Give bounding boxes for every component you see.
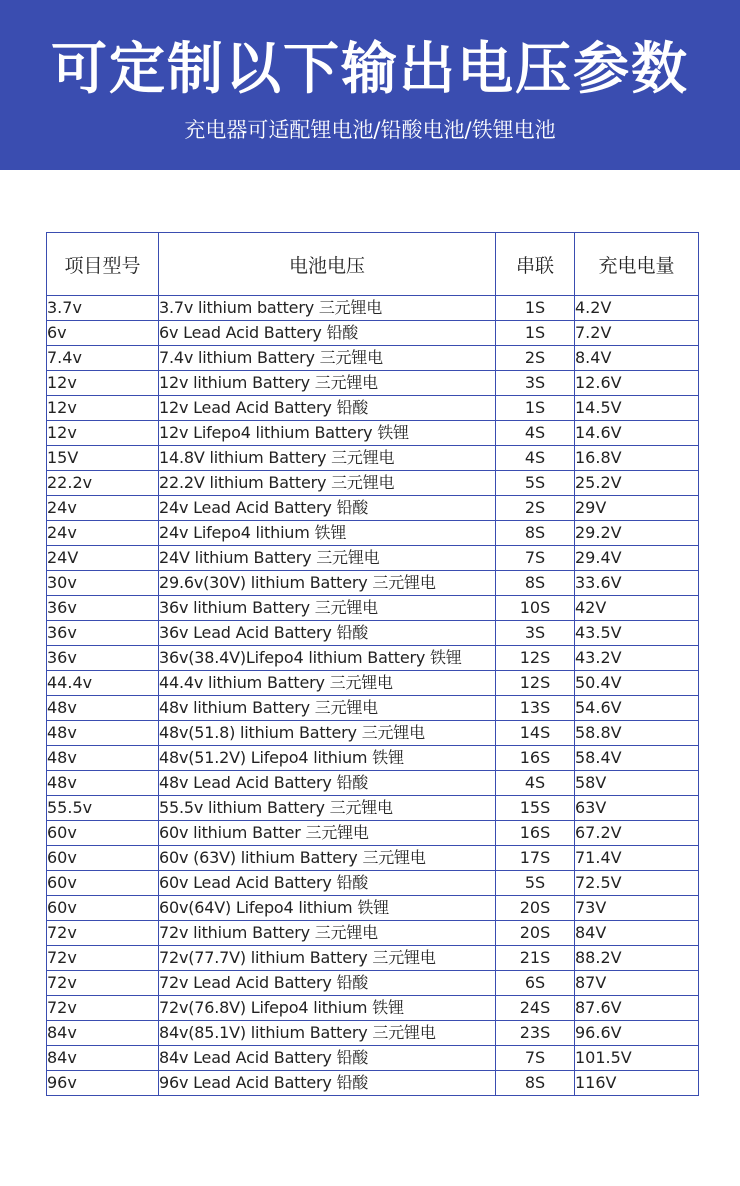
cell-battery-voltage: 24v Lead Acid Battery 铅酸 (159, 496, 496, 521)
cell-battery-voltage: 60v lithium Batter 三元锂电 (159, 821, 496, 846)
cell-series: 2S (496, 496, 575, 521)
table-row (47, 546, 699, 571)
cell-series: 20S (496, 921, 575, 946)
cell-series: 4S (496, 446, 575, 471)
cell-charge-voltage: 96.6V (575, 1021, 699, 1046)
table-row (47, 721, 699, 746)
table-row (47, 1046, 699, 1071)
cell-charge-voltage: 43.2V (575, 646, 699, 671)
cell-series: 8S (496, 1071, 575, 1096)
header-series: 串联 (496, 233, 575, 296)
cell-charge-voltage: 87.6V (575, 996, 699, 1021)
cell-model: 12v (47, 396, 159, 421)
cell-series: 24S (496, 996, 575, 1021)
cell-series: 1S (496, 296, 575, 321)
cell-charge-voltage: 67.2V (575, 821, 699, 846)
cell-series: 1S (496, 396, 575, 421)
cell-model: 72v (47, 946, 159, 971)
cell-model: 3.7v (47, 296, 159, 321)
table-row (47, 946, 699, 971)
cell-battery-voltage: 44.4v lithium Battery 三元锂电 (159, 671, 496, 696)
cell-model: 6v (47, 321, 159, 346)
cell-series: 14S (496, 721, 575, 746)
table-row (47, 996, 699, 1021)
table-row (47, 1071, 699, 1096)
cell-charge-voltage: 54.6V (575, 696, 699, 721)
cell-battery-voltage: 72v(76.8V) Lifepo4 lithium 铁锂 (159, 996, 496, 1021)
table-row (47, 896, 699, 921)
cell-charge-voltage: 16.8V (575, 446, 699, 471)
cell-series: 10S (496, 596, 575, 621)
table-row (47, 696, 699, 721)
cell-charge-voltage: 73V (575, 896, 699, 921)
cell-charge-voltage: 84V (575, 921, 699, 946)
cell-battery-voltage: 55.5v lithium Battery 三元锂电 (159, 796, 496, 821)
cell-model: 15V (47, 446, 159, 471)
cell-series: 7S (496, 1046, 575, 1071)
table-row (47, 621, 699, 646)
cell-charge-voltage: 29.4V (575, 546, 699, 571)
cell-battery-voltage: 12v lithium Battery 三元锂电 (159, 371, 496, 396)
cell-battery-voltage: 29.6v(30V) lithium Battery 三元锂电 (159, 571, 496, 596)
cell-battery-voltage: 48v(51.8) lithium Battery 三元锂电 (159, 721, 496, 746)
cell-model: 72v (47, 971, 159, 996)
cell-battery-voltage: 12v Lead Acid Battery 铅酸 (159, 396, 496, 421)
table-row (47, 971, 699, 996)
cell-battery-voltage: 48v Lead Acid Battery 铅酸 (159, 771, 496, 796)
cell-series: 20S (496, 896, 575, 921)
table-row (47, 571, 699, 596)
cell-series: 8S (496, 571, 575, 596)
cell-series: 16S (496, 746, 575, 771)
cell-charge-voltage: 71.4V (575, 846, 699, 871)
cell-charge-voltage: 116V (575, 1071, 699, 1096)
cell-battery-voltage: 12v Lifepo4 lithium Battery 铁锂 (159, 421, 496, 446)
cell-series: 7S (496, 546, 575, 571)
cell-battery-voltage: 60v Lead Acid Battery 铅酸 (159, 871, 496, 896)
cell-series: 16S (496, 821, 575, 846)
cell-series: 12S (496, 671, 575, 696)
page-title: 可定制以下输出电压参数 (51, 37, 689, 102)
cell-model: 60v (47, 896, 159, 921)
table-row (47, 521, 699, 546)
cell-model: 24V (47, 546, 159, 571)
table-row (47, 796, 699, 821)
table-row (47, 471, 699, 496)
cell-battery-voltage: 6v Lead Acid Battery 铅酸 (159, 321, 496, 346)
cell-charge-voltage: 14.6V (575, 421, 699, 446)
cell-battery-voltage: 72v Lead Acid Battery 铅酸 (159, 971, 496, 996)
cell-charge-voltage: 87V (575, 971, 699, 996)
table-row (47, 396, 699, 421)
cell-model: 24v (47, 521, 159, 546)
cell-charge-voltage: 43.5V (575, 621, 699, 646)
cell-series: 8S (496, 521, 575, 546)
cell-series: 3S (496, 371, 575, 396)
cell-model: 96v (47, 1071, 159, 1096)
cell-model: 60v (47, 846, 159, 871)
table-row (47, 846, 699, 871)
cell-charge-voltage: 12.6V (575, 371, 699, 396)
table-row (47, 821, 699, 846)
cell-battery-voltage: 36v lithium Battery 三元锂电 (159, 596, 496, 621)
cell-charge-voltage: 7.2V (575, 321, 699, 346)
table-row (47, 321, 699, 346)
table-body (47, 296, 699, 1096)
cell-series: 4S (496, 421, 575, 446)
cell-battery-voltage: 3.7v lithium battery 三元锂电 (159, 296, 496, 321)
cell-model: 48v (47, 696, 159, 721)
cell-series: 13S (496, 696, 575, 721)
cell-model: 48v (47, 721, 159, 746)
cell-series: 17S (496, 846, 575, 871)
cell-series: 4S (496, 771, 575, 796)
cell-charge-voltage: 42V (575, 596, 699, 621)
cell-series: 12S (496, 646, 575, 671)
cell-series: 3S (496, 621, 575, 646)
cell-charge-voltage: 29V (575, 496, 699, 521)
header-battery-voltage: 电池电压 (159, 233, 496, 296)
header-charge-voltage: 充电电量 (575, 233, 699, 296)
cell-series: 15S (496, 796, 575, 821)
header-banner (0, 0, 740, 170)
header-model: 项目型号 (47, 233, 159, 296)
cell-battery-voltage: 84v Lead Acid Battery 铅酸 (159, 1046, 496, 1071)
cell-model: 12v (47, 421, 159, 446)
table-row (47, 296, 699, 321)
table-row (47, 446, 699, 471)
cell-battery-voltage: 60v(64V) Lifepo4 lithium 铁锂 (159, 896, 496, 921)
cell-model: 36v (47, 596, 159, 621)
cell-model: 7.4v (47, 346, 159, 371)
cell-series: 6S (496, 971, 575, 996)
cell-model: 84v (47, 1021, 159, 1046)
cell-charge-voltage: 58V (575, 771, 699, 796)
cell-charge-voltage: 29.2V (575, 521, 699, 546)
cell-series: 23S (496, 1021, 575, 1046)
cell-battery-voltage: 14.8V lithium Battery 三元锂电 (159, 446, 496, 471)
table-row (47, 596, 699, 621)
cell-battery-voltage: 72v(77.7V) lithium Battery 三元锂电 (159, 946, 496, 971)
table-row (47, 646, 699, 671)
cell-series: 1S (496, 321, 575, 346)
table-row (47, 1021, 699, 1046)
table-header-row (47, 233, 699, 296)
cell-charge-voltage: 101.5V (575, 1046, 699, 1071)
cell-battery-voltage: 7.4v lithium Battery 三元锂电 (159, 346, 496, 371)
table-row (47, 671, 699, 696)
table-row (47, 421, 699, 446)
cell-series: 21S (496, 946, 575, 971)
cell-battery-voltage: 48v lithium Battery 三元锂电 (159, 696, 496, 721)
cell-battery-voltage: 24V lithium Battery 三元锂电 (159, 546, 496, 571)
cell-charge-voltage: 63V (575, 796, 699, 821)
cell-model: 60v (47, 871, 159, 896)
cell-model: 36v (47, 646, 159, 671)
table-row (47, 871, 699, 896)
cell-model: 60v (47, 821, 159, 846)
cell-charge-voltage: 4.2V (575, 296, 699, 321)
cell-model: 36v (47, 621, 159, 646)
voltage-spec-table (46, 232, 699, 1096)
page-subtitle: 充电器可适配锂电池/铅酸电池/铁锂电池 (184, 118, 556, 142)
cell-battery-voltage: 24v Lifepo4 lithium 铁锂 (159, 521, 496, 546)
cell-charge-voltage: 14.5V (575, 396, 699, 421)
cell-series: 2S (496, 346, 575, 371)
cell-charge-voltage: 50.4V (575, 671, 699, 696)
cell-charge-voltage: 8.4V (575, 346, 699, 371)
table-row (47, 771, 699, 796)
cell-battery-voltage: 48v(51.2V) Lifepo4 lithium 铁锂 (159, 746, 496, 771)
cell-charge-voltage: 88.2V (575, 946, 699, 971)
cell-model: 48v (47, 746, 159, 771)
cell-battery-voltage: 60v (63V) lithium Battery 三元锂电 (159, 846, 496, 871)
cell-model: 12v (47, 371, 159, 396)
cell-battery-voltage: 96v Lead Acid Battery 铅酸 (159, 1071, 496, 1096)
cell-model: 48v (47, 771, 159, 796)
cell-battery-voltage: 84v(85.1V) lithium Battery 三元锂电 (159, 1021, 496, 1046)
cell-series: 5S (496, 871, 575, 896)
cell-model: 22.2v (47, 471, 159, 496)
cell-model: 72v (47, 921, 159, 946)
cell-model: 24v (47, 496, 159, 521)
cell-charge-voltage: 58.8V (575, 721, 699, 746)
table-row (47, 921, 699, 946)
cell-model: 84v (47, 1046, 159, 1071)
cell-series: 5S (496, 471, 575, 496)
table-row (47, 496, 699, 521)
cell-model: 44.4v (47, 671, 159, 696)
cell-charge-voltage: 33.6V (575, 571, 699, 596)
cell-battery-voltage: 36v Lead Acid Battery 铅酸 (159, 621, 496, 646)
cell-model: 55.5v (47, 796, 159, 821)
cell-battery-voltage: 72v lithium Battery 三元锂电 (159, 921, 496, 946)
table-row (47, 746, 699, 771)
cell-model: 30v (47, 571, 159, 596)
table-row (47, 346, 699, 371)
cell-charge-voltage: 58.4V (575, 746, 699, 771)
table-row (47, 371, 699, 396)
cell-charge-voltage: 72.5V (575, 871, 699, 896)
cell-model: 72v (47, 996, 159, 1021)
cell-battery-voltage: 22.2V lithium Battery 三元锂电 (159, 471, 496, 496)
cell-charge-voltage: 25.2V (575, 471, 699, 496)
cell-battery-voltage: 36v(38.4V)Lifepo4 lithium Battery 铁锂 (159, 646, 496, 671)
